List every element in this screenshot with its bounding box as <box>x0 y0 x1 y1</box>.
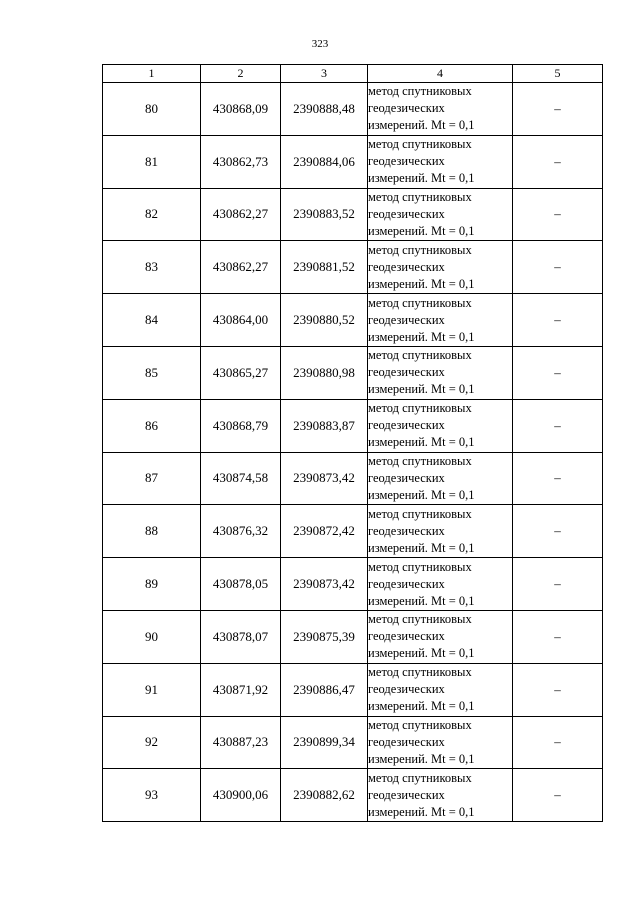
table-row <box>103 83 603 136</box>
table-row <box>103 769 603 822</box>
method-line-2: геодезических <box>368 523 445 538</box>
point-number-cell: 83 <box>103 241 201 294</box>
page-number: 323 <box>311 38 329 50</box>
method-cell <box>368 610 513 663</box>
method-line-3: измерений. Mt = 0,1 <box>368 171 475 186</box>
method-line-2: геодезических <box>368 312 445 327</box>
method-line-3: измерений. Mt = 0,1 <box>368 329 475 344</box>
method-line-2: геодезических <box>368 470 445 485</box>
table-row <box>103 716 603 769</box>
method-line-1: метод спутниковых <box>368 770 472 785</box>
x-coordinate-cell: 430865,27 <box>201 346 281 399</box>
method-line-2: геодезических <box>368 154 445 169</box>
description-cell: – <box>513 558 603 611</box>
y-coordinate-cell: 2390899,34 <box>281 716 368 769</box>
table-row <box>103 663 603 716</box>
point-number-cell: 85 <box>103 346 201 399</box>
method-line-3: измерений. Mt = 0,1 <box>368 646 475 661</box>
method-line-3: измерений. Mt = 0,1 <box>368 751 475 766</box>
x-coordinate-cell: 430862,27 <box>201 241 281 294</box>
point-number-cell: 82 <box>103 188 201 241</box>
method-line-1: метод спутниковых <box>368 717 472 732</box>
description-cell: – <box>513 241 603 294</box>
description-cell: – <box>513 663 603 716</box>
column-header-3: 3 <box>281 65 368 83</box>
method-cell <box>368 346 513 399</box>
description-cell: – <box>513 452 603 505</box>
coordinates-table <box>102 64 603 822</box>
method-line-1: метод спутниковых <box>368 242 472 257</box>
method-line-2: геодезических <box>368 259 445 274</box>
point-number-cell: 92 <box>103 716 201 769</box>
y-coordinate-cell: 2390872,42 <box>281 505 368 558</box>
point-number-cell: 80 <box>103 83 201 136</box>
method-cell <box>368 294 513 347</box>
y-coordinate-cell: 2390884,06 <box>281 135 368 188</box>
method-cell <box>368 135 513 188</box>
method-line-1: метод спутниковых <box>368 348 472 363</box>
method-line-2: геодезических <box>368 418 445 433</box>
method-line-3: измерений. Mt = 0,1 <box>368 435 475 450</box>
description-cell: – <box>513 346 603 399</box>
y-coordinate-cell: 2390883,87 <box>281 399 368 452</box>
method-line-2: геодезических <box>368 787 445 802</box>
point-number-cell: 88 <box>103 505 201 558</box>
point-number-cell: 84 <box>103 294 201 347</box>
y-coordinate-cell: 2390880,98 <box>281 346 368 399</box>
description-cell: – <box>513 83 603 136</box>
x-coordinate-cell: 430862,27 <box>201 188 281 241</box>
table-row <box>103 399 603 452</box>
y-coordinate-cell: 2390873,42 <box>281 452 368 505</box>
method-line-3: измерений. Mt = 0,1 <box>368 487 475 502</box>
method-line-1: метод спутниковых <box>368 401 472 416</box>
method-cell <box>368 399 513 452</box>
description-cell: – <box>513 294 603 347</box>
point-number-cell: 81 <box>103 135 201 188</box>
method-line-1: метод спутниковых <box>368 84 472 99</box>
x-coordinate-cell: 430868,09 <box>201 83 281 136</box>
y-coordinate-cell: 2390873,42 <box>281 558 368 611</box>
method-cell <box>368 188 513 241</box>
point-number-cell: 91 <box>103 663 201 716</box>
method-line-1: метод спутниковых <box>368 612 472 627</box>
method-line-1: метод спутниковых <box>368 559 472 574</box>
method-line-1: метод спутниковых <box>368 506 472 521</box>
x-coordinate-cell: 430876,32 <box>201 505 281 558</box>
x-coordinate-cell: 430900,06 <box>201 769 281 822</box>
method-line-1: метод спутниковых <box>368 665 472 680</box>
point-number-cell: 93 <box>103 769 201 822</box>
method-line-2: геодезических <box>368 101 445 116</box>
table-row <box>103 505 603 558</box>
y-coordinate-cell: 2390886,47 <box>281 663 368 716</box>
x-coordinate-cell: 430864,00 <box>201 294 281 347</box>
x-coordinate-cell: 430862,73 <box>201 135 281 188</box>
y-coordinate-cell: 2390883,52 <box>281 188 368 241</box>
description-cell: – <box>513 399 603 452</box>
table-row <box>103 610 603 663</box>
table-row <box>103 452 603 505</box>
column-header-4: 4 <box>368 65 513 83</box>
x-coordinate-cell: 430878,05 <box>201 558 281 611</box>
method-line-2: геодезических <box>368 206 445 221</box>
method-line-3: измерений. Mt = 0,1 <box>368 382 475 397</box>
y-coordinate-cell: 2390875,39 <box>281 610 368 663</box>
method-line-3: измерений. Mt = 0,1 <box>368 593 475 608</box>
method-cell <box>368 716 513 769</box>
table-header-row <box>103 65 603 83</box>
method-line-3: измерений. Mt = 0,1 <box>368 223 475 238</box>
method-cell <box>368 505 513 558</box>
method-cell <box>368 241 513 294</box>
column-header-2: 2 <box>201 65 281 83</box>
method-cell <box>368 83 513 136</box>
table-row <box>103 188 603 241</box>
point-number-cell: 90 <box>103 610 201 663</box>
method-line-1: метод спутниковых <box>368 189 472 204</box>
method-line-1: метод спутниковых <box>368 453 472 468</box>
column-header-5: 5 <box>513 65 603 83</box>
description-cell: – <box>513 505 603 558</box>
x-coordinate-cell: 430878,07 <box>201 610 281 663</box>
method-line-2: геодезических <box>368 365 445 380</box>
method-line-1: метод спутниковых <box>368 295 472 310</box>
point-number-cell: 86 <box>103 399 201 452</box>
method-line-3: измерений. Mt = 0,1 <box>368 699 475 714</box>
method-line-1: метод спутниковых <box>368 137 472 152</box>
method-line-3: измерений. Mt = 0,1 <box>368 118 475 133</box>
point-number-cell: 87 <box>103 452 201 505</box>
method-cell <box>368 558 513 611</box>
method-line-2: геодезических <box>368 576 445 591</box>
y-coordinate-cell: 2390888,48 <box>281 83 368 136</box>
method-line-3: измерений. Mt = 0,1 <box>368 276 475 291</box>
table-row <box>103 294 603 347</box>
method-line-2: геодезических <box>368 734 445 749</box>
y-coordinate-cell: 2390881,52 <box>281 241 368 294</box>
description-cell: – <box>513 716 603 769</box>
description-cell: – <box>513 610 603 663</box>
method-cell <box>368 769 513 822</box>
method-line-2: геодезических <box>368 682 445 697</box>
column-header-1: 1 <box>103 65 201 83</box>
x-coordinate-cell: 430871,92 <box>201 663 281 716</box>
y-coordinate-cell: 2390880,52 <box>281 294 368 347</box>
x-coordinate-cell: 430874,58 <box>201 452 281 505</box>
y-coordinate-cell: 2390882,62 <box>281 769 368 822</box>
method-line-3: измерений. Mt = 0,1 <box>368 804 475 819</box>
description-cell: – <box>513 188 603 241</box>
table-row <box>103 241 603 294</box>
method-cell <box>368 452 513 505</box>
table-body <box>103 83 603 822</box>
method-line-2: геодезических <box>368 629 445 644</box>
x-coordinate-cell: 430887,23 <box>201 716 281 769</box>
point-number-cell: 89 <box>103 558 201 611</box>
method-cell <box>368 663 513 716</box>
table-row <box>103 558 603 611</box>
x-coordinate-cell: 430868,79 <box>201 399 281 452</box>
description-cell: – <box>513 135 603 188</box>
table-row <box>103 135 603 188</box>
description-cell: – <box>513 769 603 822</box>
table-row <box>103 346 603 399</box>
method-line-3: измерений. Mt = 0,1 <box>368 540 475 555</box>
